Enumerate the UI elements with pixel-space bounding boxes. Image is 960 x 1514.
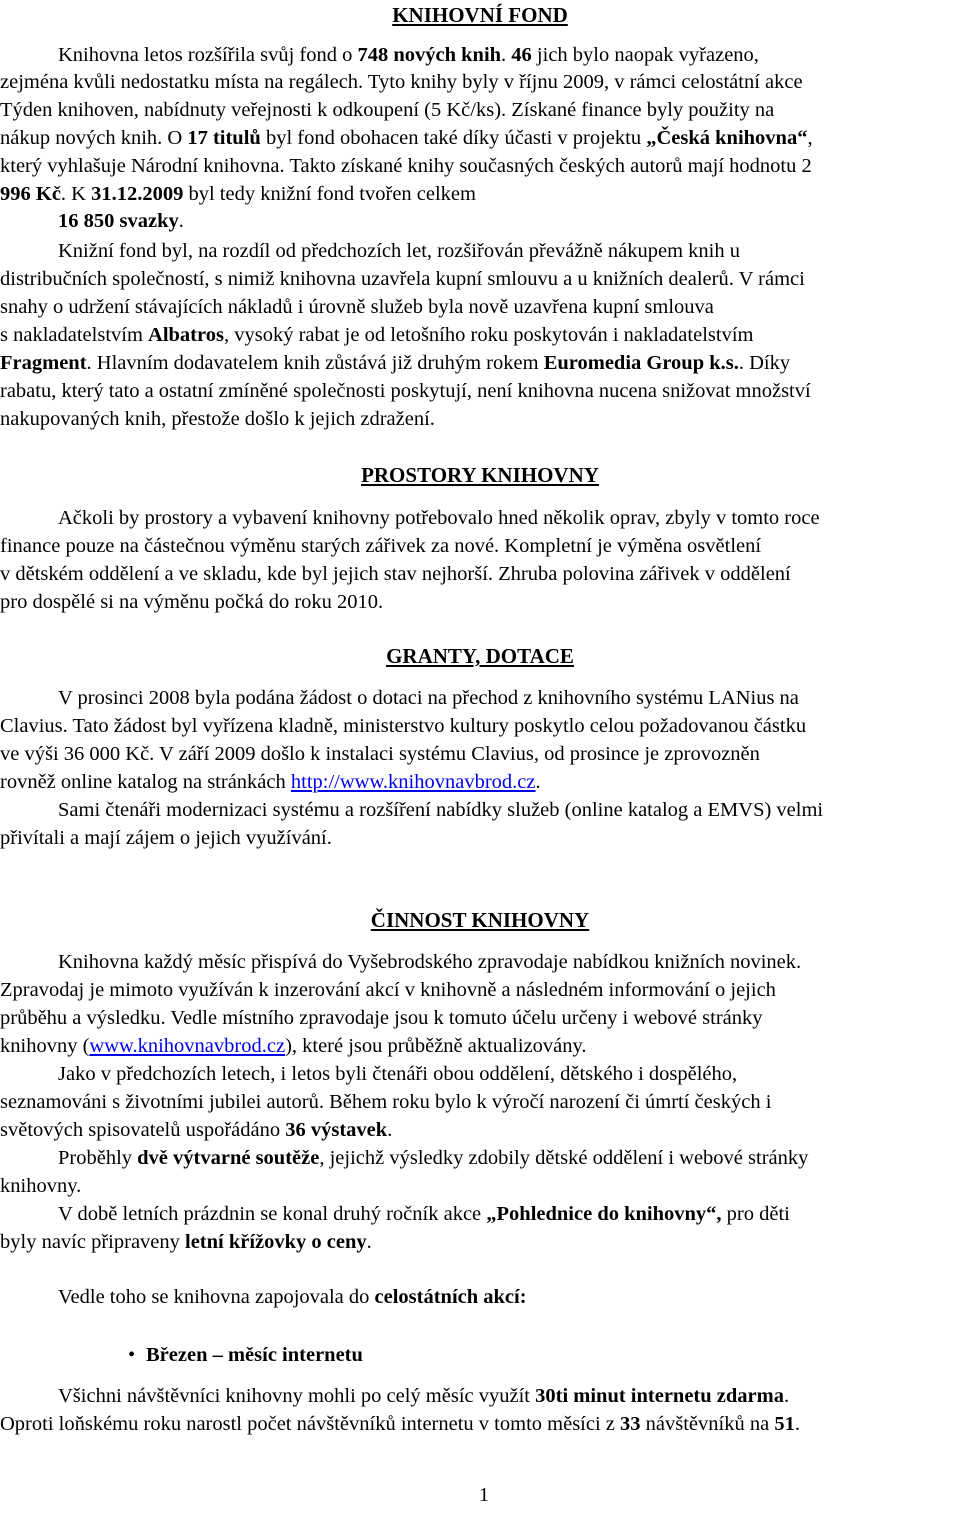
paragraph-line: Ačkoli by prostory a vybavení knihovny potřebovalo hned několik oprav, zbyly v tomto roce xyxy=(58,507,820,529)
paragraph-line: který vyhlašuje Národní knihovna. Takto získané knihy současných českých autorů mají hodnotu 2 xyxy=(0,155,812,177)
bullet-icon: • xyxy=(128,1344,136,1366)
page-number: 1 xyxy=(478,1484,490,1506)
paragraph-line: světových spisovatelů uspořádáno 36 výstavek. xyxy=(0,1119,393,1141)
paragraph-line: finance pouze na částečnou výměnu starých zářivek za nové. Kompletní je výměna osvětlení xyxy=(0,535,762,557)
paragraph-line: Všichni návštěvníci knihovny mohli po celý měsíc využít 30ti minut internetu zdarma. xyxy=(58,1385,790,1407)
paragraph-line: V prosinci 2008 byla podána žádost o dotaci na přechod z knihovního systému LANius na xyxy=(58,687,799,709)
paragraph-line: Knihovna letos rozšířila svůj fond o 748 nových knih. 46 jich bylo naopak vyřazeno, xyxy=(58,44,759,66)
paragraph-line: ve výši 36 000 Kč. V září 2009 došlo k instalaci systému Clavius, od prosince je zprovozněn xyxy=(0,743,760,765)
paragraph-line: 996 Kč. K 31.12.2009 byl tedy knižní fond tvořen celkem xyxy=(0,183,476,205)
library-website-link-2[interactable]: www.knihovnavbrod.cz xyxy=(89,1035,286,1057)
heading-prostory-knihovny: PROSTORY KNIHOVNY xyxy=(361,463,599,487)
paragraph-line: Vedle toho se knihovna zapojovala do celostátních akcí: xyxy=(58,1286,527,1308)
library-website-link[interactable]: http://www.knihovnavbrod.cz xyxy=(290,771,536,793)
paragraph-line: průběhu a výsledku. Vedle místního zpravodaje jsou k tomuto účelu určeny i webové stránky xyxy=(0,1007,763,1029)
paragraph-line: knihovny. xyxy=(0,1175,82,1197)
paragraph-line: distribučních společností, s nimiž knihovna uzavřela kupní smlouvu a u knižních dealerů. V rámci xyxy=(0,268,805,290)
paragraph-line: v dětském oddělení a ve skladu, kde byl jejich stav nejhorší. Zhruba polovina zářivek v oddělení xyxy=(0,563,791,585)
paragraph-line: Sami čtenáři modernizaci systému a rozšíření nabídky služeb (online katalog a EMVS) velmi xyxy=(58,799,824,821)
paragraph-line: rovněž online katalog na stránkách http://www.knihovnavbrod.cz. xyxy=(0,771,541,793)
heading-cinnost-knihovny: ČINNOST KNIHOVNY xyxy=(370,908,590,932)
paragraph-line: zejména kvůli nedostatku místa na regálech. Tyto knihy byly v říjnu 2009, v rámci celostátní akce xyxy=(0,71,803,93)
paragraph-line: Proběhly dvě výtvarné soutěže, jejichž výsledky zdobily dětské oddělení i webové stránky xyxy=(58,1147,809,1169)
paragraph-line: knihovny (www.knihovnavbrod.cz), které jsou průběžně aktualizovány. xyxy=(0,1035,587,1057)
paragraph-line: Knižní fond byl, na rozdíl od předchozích let, rozšiřován převážně nákupem knih u xyxy=(58,240,740,262)
paragraph-line: Fragment. Hlavním dodavatelem knih zůstává již druhým rokem Euromedia Group k.s.. Díky xyxy=(0,352,791,374)
paragraph-line: nakupovaných knih, přestože došlo k jejich zdražení. xyxy=(0,408,435,430)
paragraph-line: rabatu, který tato a ostatní zmíněné společnosti poskytují, není knihovna nucena snižovat množství xyxy=(0,380,811,402)
paragraph-line: seznamováni s životními jubilei autorů. Během roku bylo k výročí narození či úmrtí českých i xyxy=(0,1091,772,1113)
paragraph-line: Týden knihoven, nabídnuty veřejnosti k odkoupení (5 Kč/ks). Získané finance byly použity na xyxy=(0,99,775,121)
paragraph-line: byly navíc připraveny letní křížovky o ceny. xyxy=(0,1231,372,1253)
paragraph-line: Zpravodaj je mimoto využíván k inzerování akcí v knihovně a následném informování o jejich xyxy=(0,979,776,1001)
paragraph-line: pro dospělé si na výměnu počká do roku 2010. xyxy=(0,591,384,613)
paragraph-line: Oproti loňskému roku narostl počet návštěvníků internetu v tomto měsíci z 33 návštěvníků na 51. xyxy=(0,1413,800,1435)
paragraph-line: Jako v předchozích letech, i letos byli čtenáři obou oddělení, dětského i dospělého, xyxy=(58,1063,738,1085)
heading-granty-dotace: GRANTY, DOTACE xyxy=(386,644,574,668)
paragraph-line: Clavius. Tato žádost byl vyřízena kladně, ministerstvo kultury poskytlo celou požadovanou částku xyxy=(0,715,807,737)
paragraph-line: snahy o udržení stávajících nákladů i úrovně služeb byla nově uzavřena kupní smlouva xyxy=(0,296,714,318)
total-volumes: 16 850 svazky. xyxy=(58,210,184,232)
bullet-item: • Březen – měsíc internetu xyxy=(128,1344,363,1366)
paragraph-line: s nakladatelstvím Albatros, vysoký rabat je od letošního roku poskytován i nakladatelstvím xyxy=(0,324,754,346)
paragraph-line: V době letních prázdnin se konal druhý ročník akce „Pohlednice do knihovny“, pro děti xyxy=(58,1203,790,1225)
paragraph-line: nákup nových knih. O 17 titulů byl fond obohacen také díky účasti v projektu „Česká knihovna“, xyxy=(0,127,813,149)
paragraph-line: Knihovna každý měsíc přispívá do Vyšebrodského zpravodaje nabídkou knižních novinek. xyxy=(58,951,802,973)
paragraph-line: přivítali a mají zájem o jejich využívání. xyxy=(0,827,332,849)
heading-knihovni-fond: KNIHOVNÍ FOND xyxy=(392,3,568,27)
